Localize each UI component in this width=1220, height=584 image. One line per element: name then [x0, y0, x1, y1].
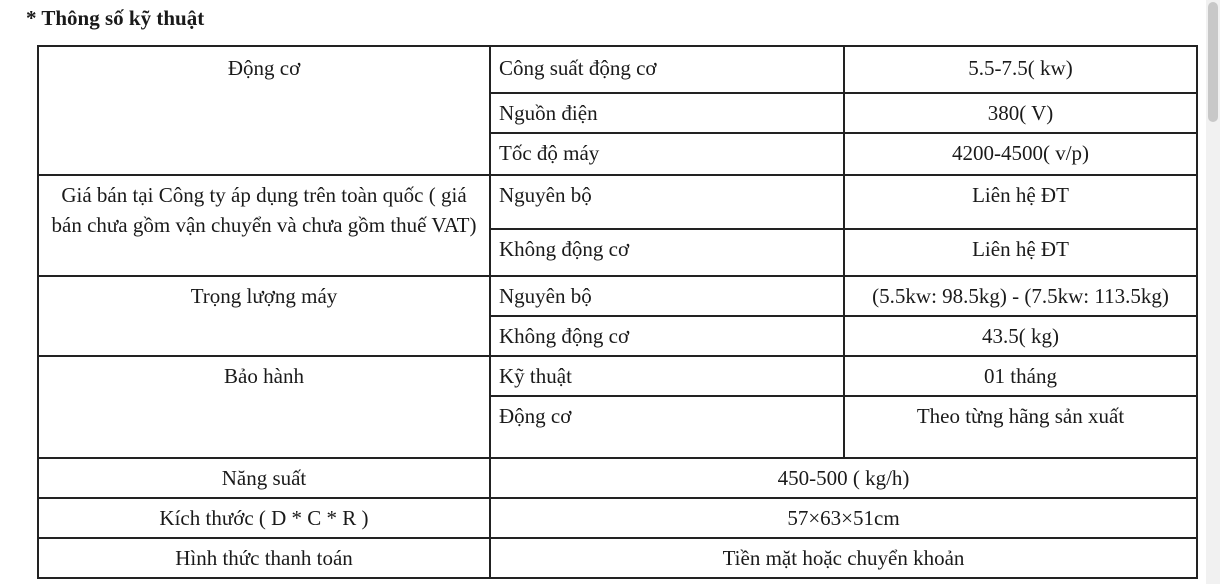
engine-power-name: Công suất động cơ — [490, 46, 844, 93]
table-row — [38, 498, 1197, 538]
price-full-name: Nguyên bộ — [490, 175, 844, 229]
section-heading: * Thông số kỹ thuật — [26, 6, 205, 30]
table-row — [38, 356, 1197, 396]
capacity-label: Năng suất — [38, 458, 490, 498]
warranty-engine-value: Theo từng hãng sản xuất — [844, 396, 1197, 458]
dimensions-label: Kích thước ( D * C * R ) — [38, 498, 490, 538]
engine-label: Động cơ — [38, 46, 490, 175]
weight-label: Trọng lượng máy — [38, 276, 490, 356]
table-row — [38, 276, 1197, 316]
weight-full-value: (5.5kw: 98.5kg) - (7.5kw: 113.5kg) — [844, 276, 1197, 316]
capacity-value: 450-500 ( kg/h) — [490, 458, 1197, 498]
price-label: Giá bán tại Công ty áp dụng trên toàn quốc ( giá bán chưa gồm vận chuyển và chưa gồm thuế VAT) — [38, 175, 490, 276]
power-source-name: Nguồn điện — [490, 93, 844, 133]
scrollbar-thumb[interactable] — [1208, 2, 1218, 122]
payment-label: Hình thức thanh toán — [38, 538, 490, 578]
price-no-engine-name: Không động cơ — [490, 229, 844, 276]
weight-full-name: Nguyên bộ — [490, 276, 844, 316]
machine-speed-name: Tốc độ máy — [490, 133, 844, 175]
engine-power-value: 5.5-7.5( kw) — [844, 46, 1197, 93]
machine-speed-value: 4200-4500( v/p) — [844, 133, 1197, 175]
table-row — [38, 458, 1197, 498]
warranty-engine-name: Động cơ — [490, 396, 844, 458]
warranty-tech-name: Kỹ thuật — [490, 356, 844, 396]
price-no-engine-value: Liên hệ ĐT — [844, 229, 1197, 276]
power-source-value: 380( V) — [844, 93, 1197, 133]
table-row — [38, 175, 1197, 229]
warranty-label: Bảo hành — [38, 356, 490, 458]
payment-value: Tiền mặt hoặc chuyển khoản — [490, 538, 1197, 578]
price-full-value: Liên hệ ĐT — [844, 175, 1197, 229]
table-row — [38, 46, 1197, 93]
table-row — [38, 538, 1197, 578]
weight-no-engine-value: 43.5( kg) — [844, 316, 1197, 356]
vertical-scrollbar[interactable] — [1206, 0, 1220, 584]
spec-table — [37, 45, 1198, 579]
dimensions-value: 57×63×51cm — [490, 498, 1197, 538]
warranty-tech-value: 01 tháng — [844, 356, 1197, 396]
weight-no-engine-name: Không động cơ — [490, 316, 844, 356]
